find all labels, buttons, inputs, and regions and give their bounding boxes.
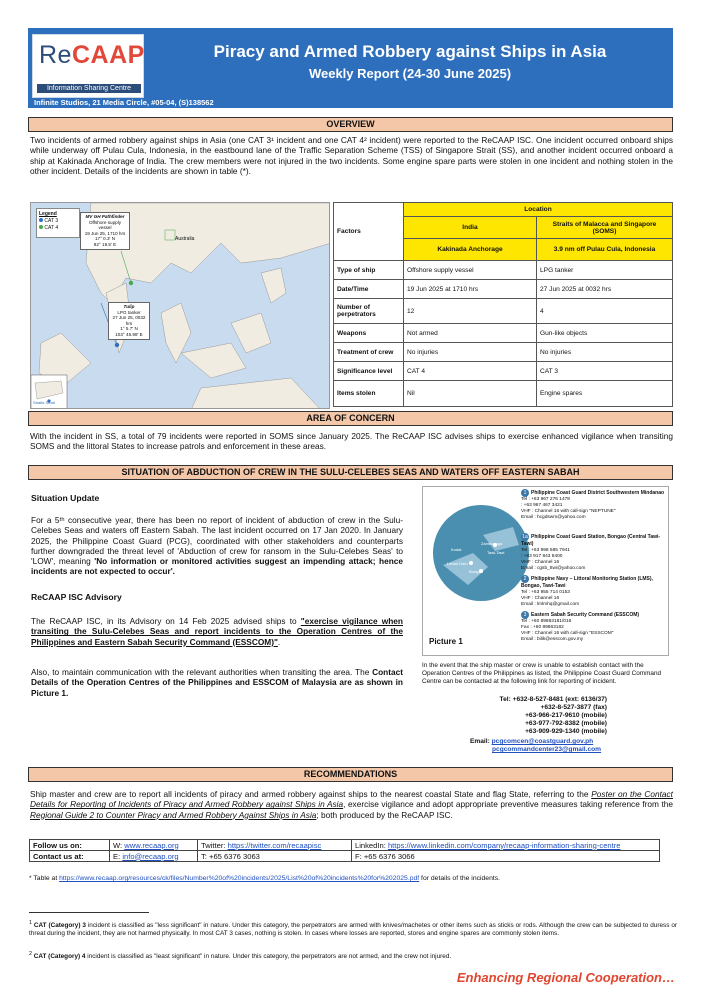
table-cell: No injuries xyxy=(537,343,673,362)
region-map-graphic xyxy=(433,505,529,601)
email-list: Email: pcgcomcen@coastguard.gov.ph pcgcommandcenter23@gmail.com xyxy=(470,738,602,753)
factors-header: Factors xyxy=(334,203,404,261)
contact-pcg-district: 1 Philippine Coast Guard District Southwestern Mindanao Tel : +63 967 276 1478 : +63 967 467 3421 VHF : Channel 16 with call-sign "NEPTUNE" Email : hcgdswm@yahoo.com xyxy=(521,490,665,520)
map-label-india: MV GH Pathfinder Offshore supply vessel 19 Jun 25, 1710 hrs 17° 0.3' N 82° 19.5' E xyxy=(80,212,130,250)
map-legend xyxy=(36,208,80,238)
table-row-label: Number of perpetrators xyxy=(334,299,404,324)
map-label-singapore: Tulip LPG tanker 27 Jun 25, 0032 hrs 1° 5.7' N 103° 45.98' E xyxy=(108,302,150,340)
phone-line: +63-966-217-9610 (mobile) xyxy=(525,712,607,719)
abduction-heading: SITUATION OF ABDUCTION OF CREW IN THE SULU-CELEBES SEAS AND WATERS OFF EASTERN SABAH xyxy=(28,465,673,480)
table-cell: Gun-like objects xyxy=(537,324,673,343)
contact-esscom: 3 Eastern Sabah Security Command (ESSCOM) Tel : +60 89863181/016 Fax : +60 89863182 VHF : Channel 16 with call-sign "ESSCOM" Email : bilik@esscom.gov.my xyxy=(521,612,640,642)
map-place-australia: Australia xyxy=(175,236,195,242)
follow-contact-table xyxy=(29,839,660,862)
address: Infinite Studios, 21 Media Circle, #05-04, (S)138562 xyxy=(34,98,214,107)
picture-1 xyxy=(422,486,669,656)
footnote-divider xyxy=(29,912,149,913)
col1-place: Kakinada Anchorage xyxy=(404,239,537,261)
location-header: Location xyxy=(404,203,673,217)
table-cell: CAT 3 xyxy=(537,362,673,381)
fax-cell: F: +65 6376 3066 xyxy=(352,851,660,862)
map-inset-label: Straits Strait xyxy=(33,400,55,405)
col1-country: India xyxy=(404,217,537,239)
phone-line: +632-8-527-3877 (fax) xyxy=(540,704,607,711)
table-cell: Offshore supply vessel xyxy=(404,261,537,280)
email-link-pcgcommandcenter[interactable]: pcgcommandcenter23@gmail.com xyxy=(492,746,602,753)
legend-cat3: CAT 3 xyxy=(39,218,77,225)
pic-place: Kudat xyxy=(451,547,462,552)
telephone-cell: T: +65 6376 3063 xyxy=(198,851,352,862)
table-cell: CAT 4 xyxy=(404,362,537,381)
pic-place: Zamboanga xyxy=(481,541,503,546)
cat4-dot-icon xyxy=(39,225,43,229)
linkedin-cell: LinkedIn: https://www.linkedin.com/company/recaap-information-sharing-centre xyxy=(352,840,660,851)
recaap-logo xyxy=(32,34,144,98)
cat4-marker xyxy=(129,281,133,285)
situation-update-title: Situation Update xyxy=(31,493,100,503)
website-cell: W: www.recaap.org xyxy=(110,840,198,851)
overview-heading: OVERVIEW xyxy=(28,117,673,132)
table-cell: 19 Jun 2025 at 1710 hrs xyxy=(404,280,537,299)
table-row-label: Treatment of crew xyxy=(334,343,404,362)
contact-pcg-bongao: 1a Philippine Coast Guard Station, Bongao (Central Tawi-Tawi) Tel : +63 998 585 7941 : +63 917 843 8400 VHF : Channel 16 Email : cgsb_ttwi@yahoo.com xyxy=(521,534,661,571)
recommendations-text: Ship master and crew are to report all incidents of piracy and armed robbery against ships to the nearest coastal State and flag State, referring to the Poster on the Contact Details for Reporting of Incidents of Piracy and Armed Robbery against Ships in Asia, exercise vigilance and adopt appropriate preventive measures taking reference from the Regional Guide 2 to Counter Piracy and Armed Robbery Against Ships in Asia; both produced by the ReCAAP ISC. xyxy=(30,789,673,820)
table-row-label: Significance level xyxy=(334,362,404,381)
phone-line: +63-977-792-8382 (mobile) xyxy=(525,720,607,727)
table-cell: 27 Jun 2025 at 0032 hrs xyxy=(537,280,673,299)
email-link[interactable]: info@recaap.org xyxy=(122,851,179,861)
logo-wordmark: ReCAAP xyxy=(39,41,145,69)
email-cell: E: info@recaap.org xyxy=(110,851,198,862)
legend-title: Legend xyxy=(39,211,57,217)
table-cell: 12 xyxy=(404,299,537,324)
regional-guide-link[interactable]: Regional Guide 2 to Counter Piracy and Armed Robbery Against Ships in Asia xyxy=(30,809,317,820)
picture-caption: Picture 1 xyxy=(429,637,463,646)
advisory-title: ReCAAP ISC Advisory xyxy=(31,592,122,602)
event-text: In the event that the ship master or crew is unable to establish contact with the Operation Centres of the Philippines as listed, the Philippine Coast Guard Command Centre can be contacted at the following link for reporting of incident. xyxy=(422,662,662,685)
cat3-dot-icon xyxy=(39,218,43,222)
follow-label: Follow us on: xyxy=(30,840,110,851)
contact-label: Contact us at: xyxy=(30,851,110,862)
recommendations-heading: RECOMMENDATIONS xyxy=(28,767,673,782)
table-cell: No injuries xyxy=(404,343,537,362)
col2-country: Straits of Malacca and Singapore (SOMS) xyxy=(537,217,673,239)
logo-subtitle: Information Sharing Centre xyxy=(37,84,141,93)
table-cell: 4 xyxy=(537,299,673,324)
slogan: Enhancing Regional Cooperation… xyxy=(456,970,675,985)
table-cell: Engine spares xyxy=(537,381,673,407)
table-cell: Not armed xyxy=(404,324,537,343)
situation-update-text: For a 5ᵗʰ consecutive year, there has been no report of incident of abduction of crew in the Sulu-Celebes Seas and waters off Eastern Sabah. The last incident occurred on 17 Jan 2020. In January 2025, the Philippine Coast Guard (PCG), coordinated with other stakeholders and counterparts further downgraded the threat level of 'Abduction of crew for ransom in the Sulu-Celebes Seas' to 'LOW', meaning 'No information or monitored activities suggest an impending attack; hence incidents are not expected to occur'. xyxy=(31,515,403,577)
table-row-label: Date/Time xyxy=(334,280,404,299)
table-row-label: Weapons xyxy=(334,324,404,343)
also-text: Also, to maintain communication with the relevant authorities when transiting the area. The Contact Details of the Operation Centres of the Philippines and ESSCOM of Malaysia are as shown in Picture 1. xyxy=(31,667,403,698)
pic-place: Bongao xyxy=(469,569,483,574)
incident-table xyxy=(333,202,673,407)
poster-link[interactable]: Poster on the Contact Details for Reporting of Incidents of Piracy and Armed Robbery against Ships in Asia xyxy=(30,789,673,810)
table-cell: Nil xyxy=(404,381,537,407)
pic-place: Tawi-Tawi xyxy=(487,550,505,555)
table-row-label: Items stolen xyxy=(334,381,404,407)
table-row-label: Type of ship xyxy=(334,261,404,280)
overview-text: Two incidents of armed robbery against ships in Asia (one CAT 3¹ incident and one CAT 4² incident) were reported to the ReCAAP ISC. One incident occurred onboard ships while underway off Pulau Cula, Indonesia, in the eastbound lane of the Traffic Separation Scheme (TSS) of Singapore Strait (SS), and another incident occurred onboard a ship at Kakinada Anchorage of India. The crew members were not injured in the two incidents. Some engine spare parts were stolen in one incident and nothing stolen in the other incident. Details of the incidents are shown in table (*). xyxy=(30,135,673,176)
twitter-link[interactable]: https://twitter.com/recaapisc xyxy=(227,840,322,850)
cat3-marker xyxy=(115,343,119,347)
website-link[interactable]: www.recaap.org xyxy=(124,840,179,850)
footnote-1: $^1$ CAT (Category) 3 incident is classified as "less significant" in nature. Under this category, the perpetrators are armed with knives/machetes or other items such as sticks or rods. Although the crew can be subjected to duress or threat during the incident, they are not harmed physically. In most CAT 3 cases, nothing is stolen. In cases where losses are reported, stores and engine spares are commonly stolen items. xyxy=(29,920,677,938)
area-of-concern-heading: AREA OF CONCERN xyxy=(28,411,673,426)
phone-list xyxy=(477,696,607,736)
table-note: * Table at https://www.recaap.org/resources/ck/files/Number%20of%20incidents/2025/List%20of%20incidents%20for%202025.pdf for details of the incidents. xyxy=(29,875,501,882)
report-subtitle: Weekly Report (24-30 June 2025) xyxy=(308,66,512,81)
table-cell: LPG tanker xyxy=(537,261,673,280)
incident-list-link[interactable]: https://www.recaap.org/resources/ck/files/Number%20of%20incidents/2025/List%20of%20incidents%20for%202025.pdf xyxy=(59,875,420,882)
pic-place: Lahad Datu xyxy=(447,561,468,566)
contact-navy-lms: 2 Philippine Navy – Littoral Monitoring Station (LMS), Bongao, Tawi-Tawi Tel : +63 955 714 0153 VHF : Channel 16 Email : lmlmhq@gmail.com xyxy=(521,576,653,607)
email-link-pcgcomcen[interactable]: pcgcomcen@coastguard.gov.ph xyxy=(491,738,594,745)
linkedin-link[interactable]: https://www.linkedin.com/company/recaap-information-sharing-centre xyxy=(387,840,621,850)
phone-line: +63-909-929-1340 (mobile) xyxy=(525,728,607,735)
twitter-cell: Twitter: https://twitter.com/recaapisc xyxy=(198,840,352,851)
area-of-concern-text: With the incident in SS, a total of 79 incidents were reported in SOMS since January 2025. The ReCAAP ISC advises ships to exercise enhanced vigilance when transiting SOMS and the littoral States to increase patrols and enforcement in these areas. xyxy=(30,431,673,452)
phone-line: Tel: +632-8-527-8481 (ext: 6136/37) xyxy=(499,696,607,703)
footnote-2: $^2$ CAT (Category) 4 incident is classified as "least significant" in nature. Under this category, the perpetrators are not armed, and the crew not injured. xyxy=(29,951,452,961)
report-title: Piracy and Armed Robbery against Ships in Asia xyxy=(213,42,607,61)
advisory-text: The ReCAAP ISC, in its Advisory on 14 Feb 2025 advised ships to "exercise vigilance when transiting the Sulu-Celebes Seas and report incidents to the Operation Centres of the Philippines and Eastern Sabah Security Command (ESSCOM)". xyxy=(31,616,403,647)
col2-place: 3.9 nm off Pulau Cula, Indonesia xyxy=(537,239,673,261)
legend-cat4: CAT 4 xyxy=(39,225,77,232)
